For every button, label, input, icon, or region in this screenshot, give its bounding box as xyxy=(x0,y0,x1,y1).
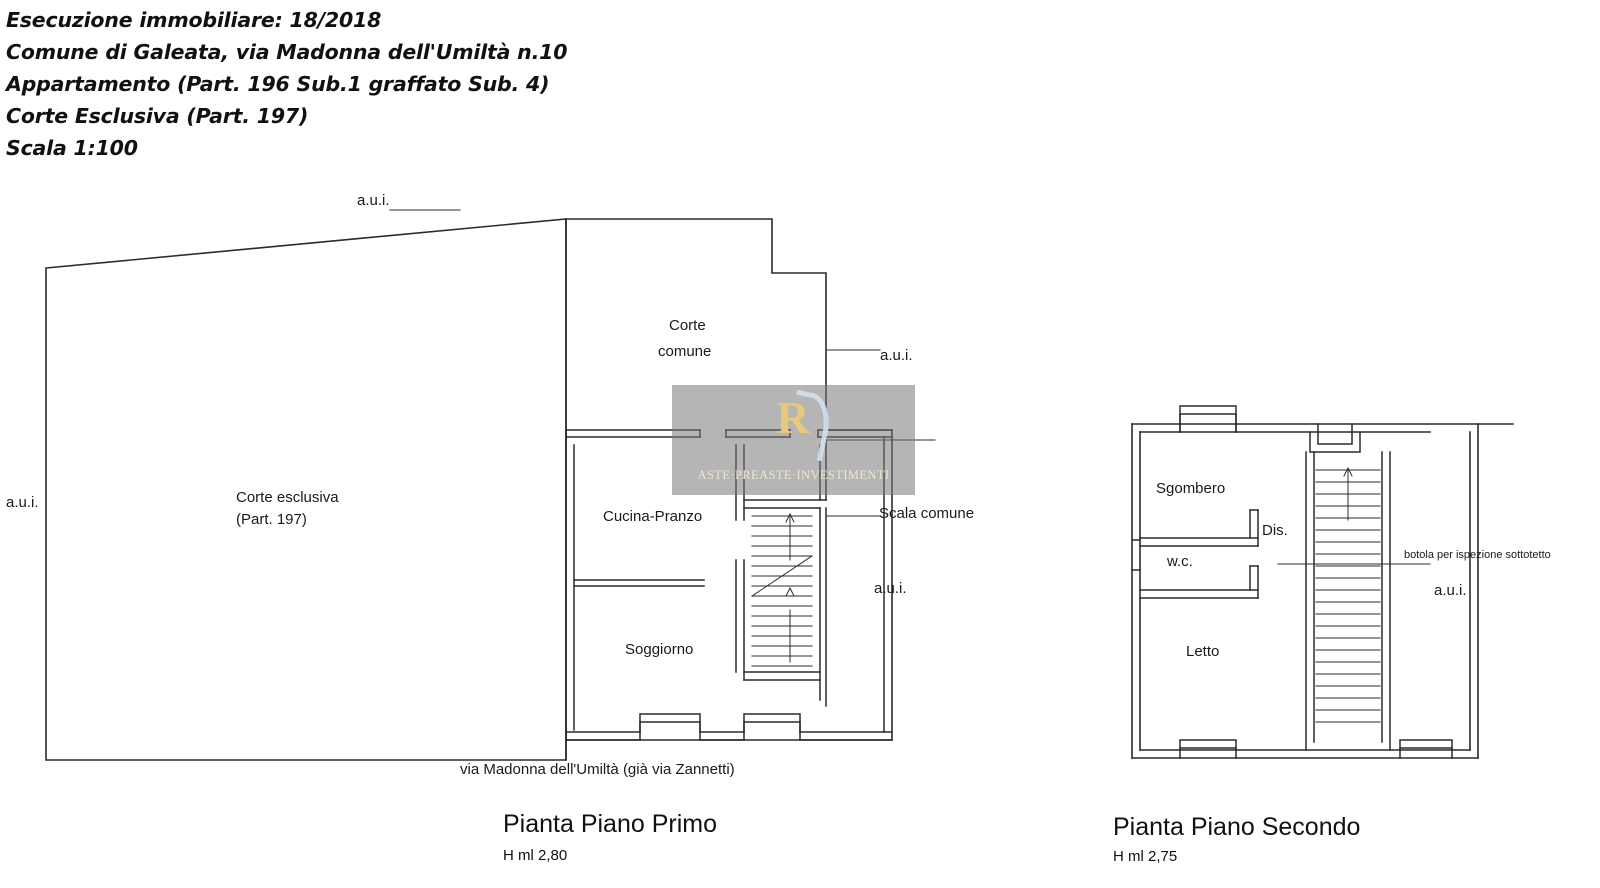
room-wc: w.c. xyxy=(1167,553,1193,570)
floor2-title: Pianta Piano Secondo xyxy=(1113,813,1361,841)
interior-walls-floor2 xyxy=(1132,406,1452,758)
annotation-scala-comune: Scala comune xyxy=(879,505,975,522)
annotation-aui-right-upper: a.u.i. xyxy=(880,347,913,364)
room-corte-comune-line1: Corte xyxy=(669,317,706,334)
floor1-height-note: H ml 2,80 xyxy=(503,847,568,864)
floor2-height-note: H ml 2,75 xyxy=(1113,848,1178,865)
header-line-1: Esecuzione immobiliare: 18/2018 xyxy=(6,8,382,32)
watermark-monogram: R xyxy=(776,392,811,443)
annotation-aui-floor2-right: a.u.i. xyxy=(1434,582,1467,599)
annotation-aui-left: a.u.i. xyxy=(6,494,39,511)
header-line-2: Comune di Galeata, via Madonna dell'Umiltà n.10 xyxy=(6,40,568,64)
header-line-5: Scala 1:100 xyxy=(6,136,138,160)
room-cucina-pranzo: Cucina-Pranzo xyxy=(603,508,703,525)
watermark-caption: ASTE·PREASTE·INVESTIMENTI xyxy=(697,468,890,482)
annotation-botola: botola per ispezione sottotetto xyxy=(1404,549,1551,561)
header-line-4: Corte Esclusiva (Part. 197) xyxy=(6,104,309,128)
staircase-floor2 xyxy=(1316,468,1380,722)
floor1-title: Pianta Piano Primo xyxy=(503,810,718,838)
room-disimpegno: Dis. xyxy=(1262,522,1288,539)
staircase-floor1 xyxy=(752,514,812,666)
annotation-aui-right-lower: a.u.i. xyxy=(874,580,907,597)
room-corte-esclusiva-line1: Corte esclusiva xyxy=(236,489,339,506)
room-soggiorno: Soggiorno xyxy=(625,641,694,658)
watermark-overlay xyxy=(672,385,915,495)
room-corte-esclusiva-line2: (Part. 197) xyxy=(236,511,307,528)
room-corte-comune-line2: comune xyxy=(658,343,712,360)
room-sgombero: Sgombero xyxy=(1156,480,1226,497)
street-label-floor1: via Madonna dell'Umiltà (già via Zannetti) xyxy=(460,761,735,778)
annotation-aui-top: a.u.i. xyxy=(357,192,390,209)
room-letto: Letto xyxy=(1186,643,1220,660)
header-line-3: Appartamento (Part. 196 Sub.1 graffato Sub. 4) xyxy=(6,72,550,96)
